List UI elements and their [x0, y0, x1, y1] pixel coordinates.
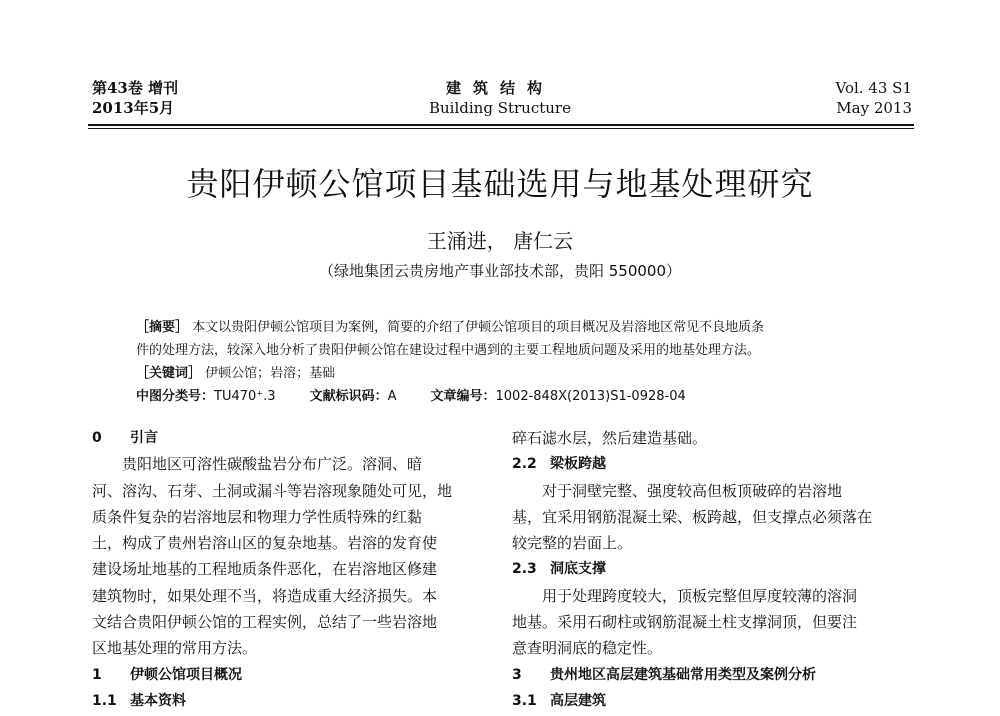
keywords-line — [136, 362, 906, 385]
text-line: 较完整的岩面上。 — [512, 534, 633, 553]
text-line: 建筑物时，如果处理不当，将造成重大经济损失。本 — [92, 586, 438, 605]
text-line: 对于洞壁完整、强度较高但板顶破碎的岩溶地 — [542, 481, 843, 500]
journal-name-cn: 建筑结构 — [445, 79, 554, 97]
text-line: 质条件复杂的岩溶地层和物理力学性质特殊的红黏 — [92, 507, 423, 526]
abstract-block — [136, 316, 906, 408]
text-line: 用于处理跨度较大，顶板完整但厚度较薄的溶洞 — [542, 586, 858, 605]
section-title: 基本资料 — [130, 692, 186, 709]
doc-code-value: A — [387, 389, 397, 404]
text-line: 地基。采用石砌柱或钢筋混凝土柱支撑洞顶，但要注 — [512, 613, 858, 632]
abstract-line-2: 件的处理方法，较深入地分析了贵阳伊顿公馆在建设过程中遇到的主要工程地质问题及采用的地基处理方法。 — [136, 343, 761, 358]
section-title: 贵州地区高层建筑基础常用类型及案例分析 — [550, 666, 816, 683]
right-column — [512, 425, 904, 714]
text-line: 区地基处理的常用方法。 — [92, 639, 258, 658]
abstract-line-1 — [136, 316, 906, 339]
subsection-heading — [512, 556, 904, 582]
text-line: 碎石滤水层，然后建造基础。 — [512, 429, 708, 447]
subsection-heading — [512, 688, 904, 714]
text-line: 文结合贵阳伊顿公馆的工程实例，总结了一些岩溶地 — [92, 613, 438, 632]
section-number: 3.1 — [512, 692, 537, 709]
section-heading — [92, 425, 492, 451]
text-line: 河、溶沟、石芽、土洞或漏斗等岩溶现象随处可见，地 — [92, 481, 453, 500]
text-line: 贵阳地区可溶性碳酸盐岩分布广泛。溶洞、暗 — [122, 455, 423, 474]
text-line: 土，构成了贵州岩溶山区的复杂地基。岩溶的发育使 — [92, 534, 438, 553]
journal-volume-en — [836, 78, 913, 118]
keywords-label: ［关键词］ — [136, 366, 202, 381]
abstract-text-1: 本文以贵阳伊顿公馆项目为案例，简要的介绍了伊顿公馆项目的项目概况及岩溶地区常见不良地质条 — [192, 320, 765, 335]
section-number: 2.2 — [512, 456, 537, 473]
text-line: 基，宜采用钢筋混凝土梁、板跨越，但支撑点必须落在 — [512, 507, 873, 526]
volume-issue: 第43卷 增刊 — [92, 79, 179, 97]
keywords-text: 伊顿公馆；岩溶；基础 — [205, 366, 336, 381]
left-column — [92, 425, 492, 714]
section-title: 伊顿公馆项目概况 — [130, 666, 242, 683]
section-title: 引言 — [130, 430, 158, 446]
section-number: 1 — [92, 666, 102, 683]
text-line: 意查明洞底的稳定性。 — [512, 639, 663, 658]
publication-date: 2013年5月 — [92, 99, 175, 117]
subsection-heading — [512, 451, 904, 477]
volume-en: Vol. 43 S1 — [835, 79, 912, 97]
paper-authors: 王涌进， 唐仁云 — [426, 229, 574, 253]
clc-value: TU470⁺.3 — [214, 389, 276, 404]
section-title: 洞底支撑 — [550, 561, 606, 578]
section-heading — [512, 662, 904, 688]
section-heading — [92, 662, 492, 688]
section-number: 3 — [512, 666, 522, 683]
clc-label: 中图分类号： — [136, 389, 215, 404]
date-en: May 2013 — [836, 99, 912, 117]
section-number: 2.3 — [512, 561, 537, 578]
article-no-label: 文章编号： — [430, 389, 496, 404]
subsection-heading — [92, 688, 492, 714]
classification-line — [136, 385, 906, 408]
doc-code-label: 文献标识码： — [309, 389, 388, 404]
paper-title: 贵阳伊顿公馆项目基础选用与地基处理研究 — [186, 165, 814, 203]
author-affiliation: （绿地集团云贵房地产事业部技术部，贵阳 550000） — [318, 262, 682, 280]
article-no-value: 1002-848X(2013)S1-0928-04 — [495, 389, 686, 404]
header-rule-thin — [88, 128, 914, 129]
section-title: 梁板跨越 — [550, 456, 606, 473]
section-title: 高层建筑 — [550, 692, 606, 709]
section-number: 0 — [92, 430, 102, 446]
abstract-label: ［摘要］ — [136, 320, 189, 335]
text-line: 建设场址地基的工程地质条件恶化，在岩溶地区修建 — [92, 560, 438, 579]
section-number: 1.1 — [92, 692, 117, 709]
journal-name-en: Building Structure — [429, 99, 571, 117]
header-rule-thick — [88, 124, 914, 126]
